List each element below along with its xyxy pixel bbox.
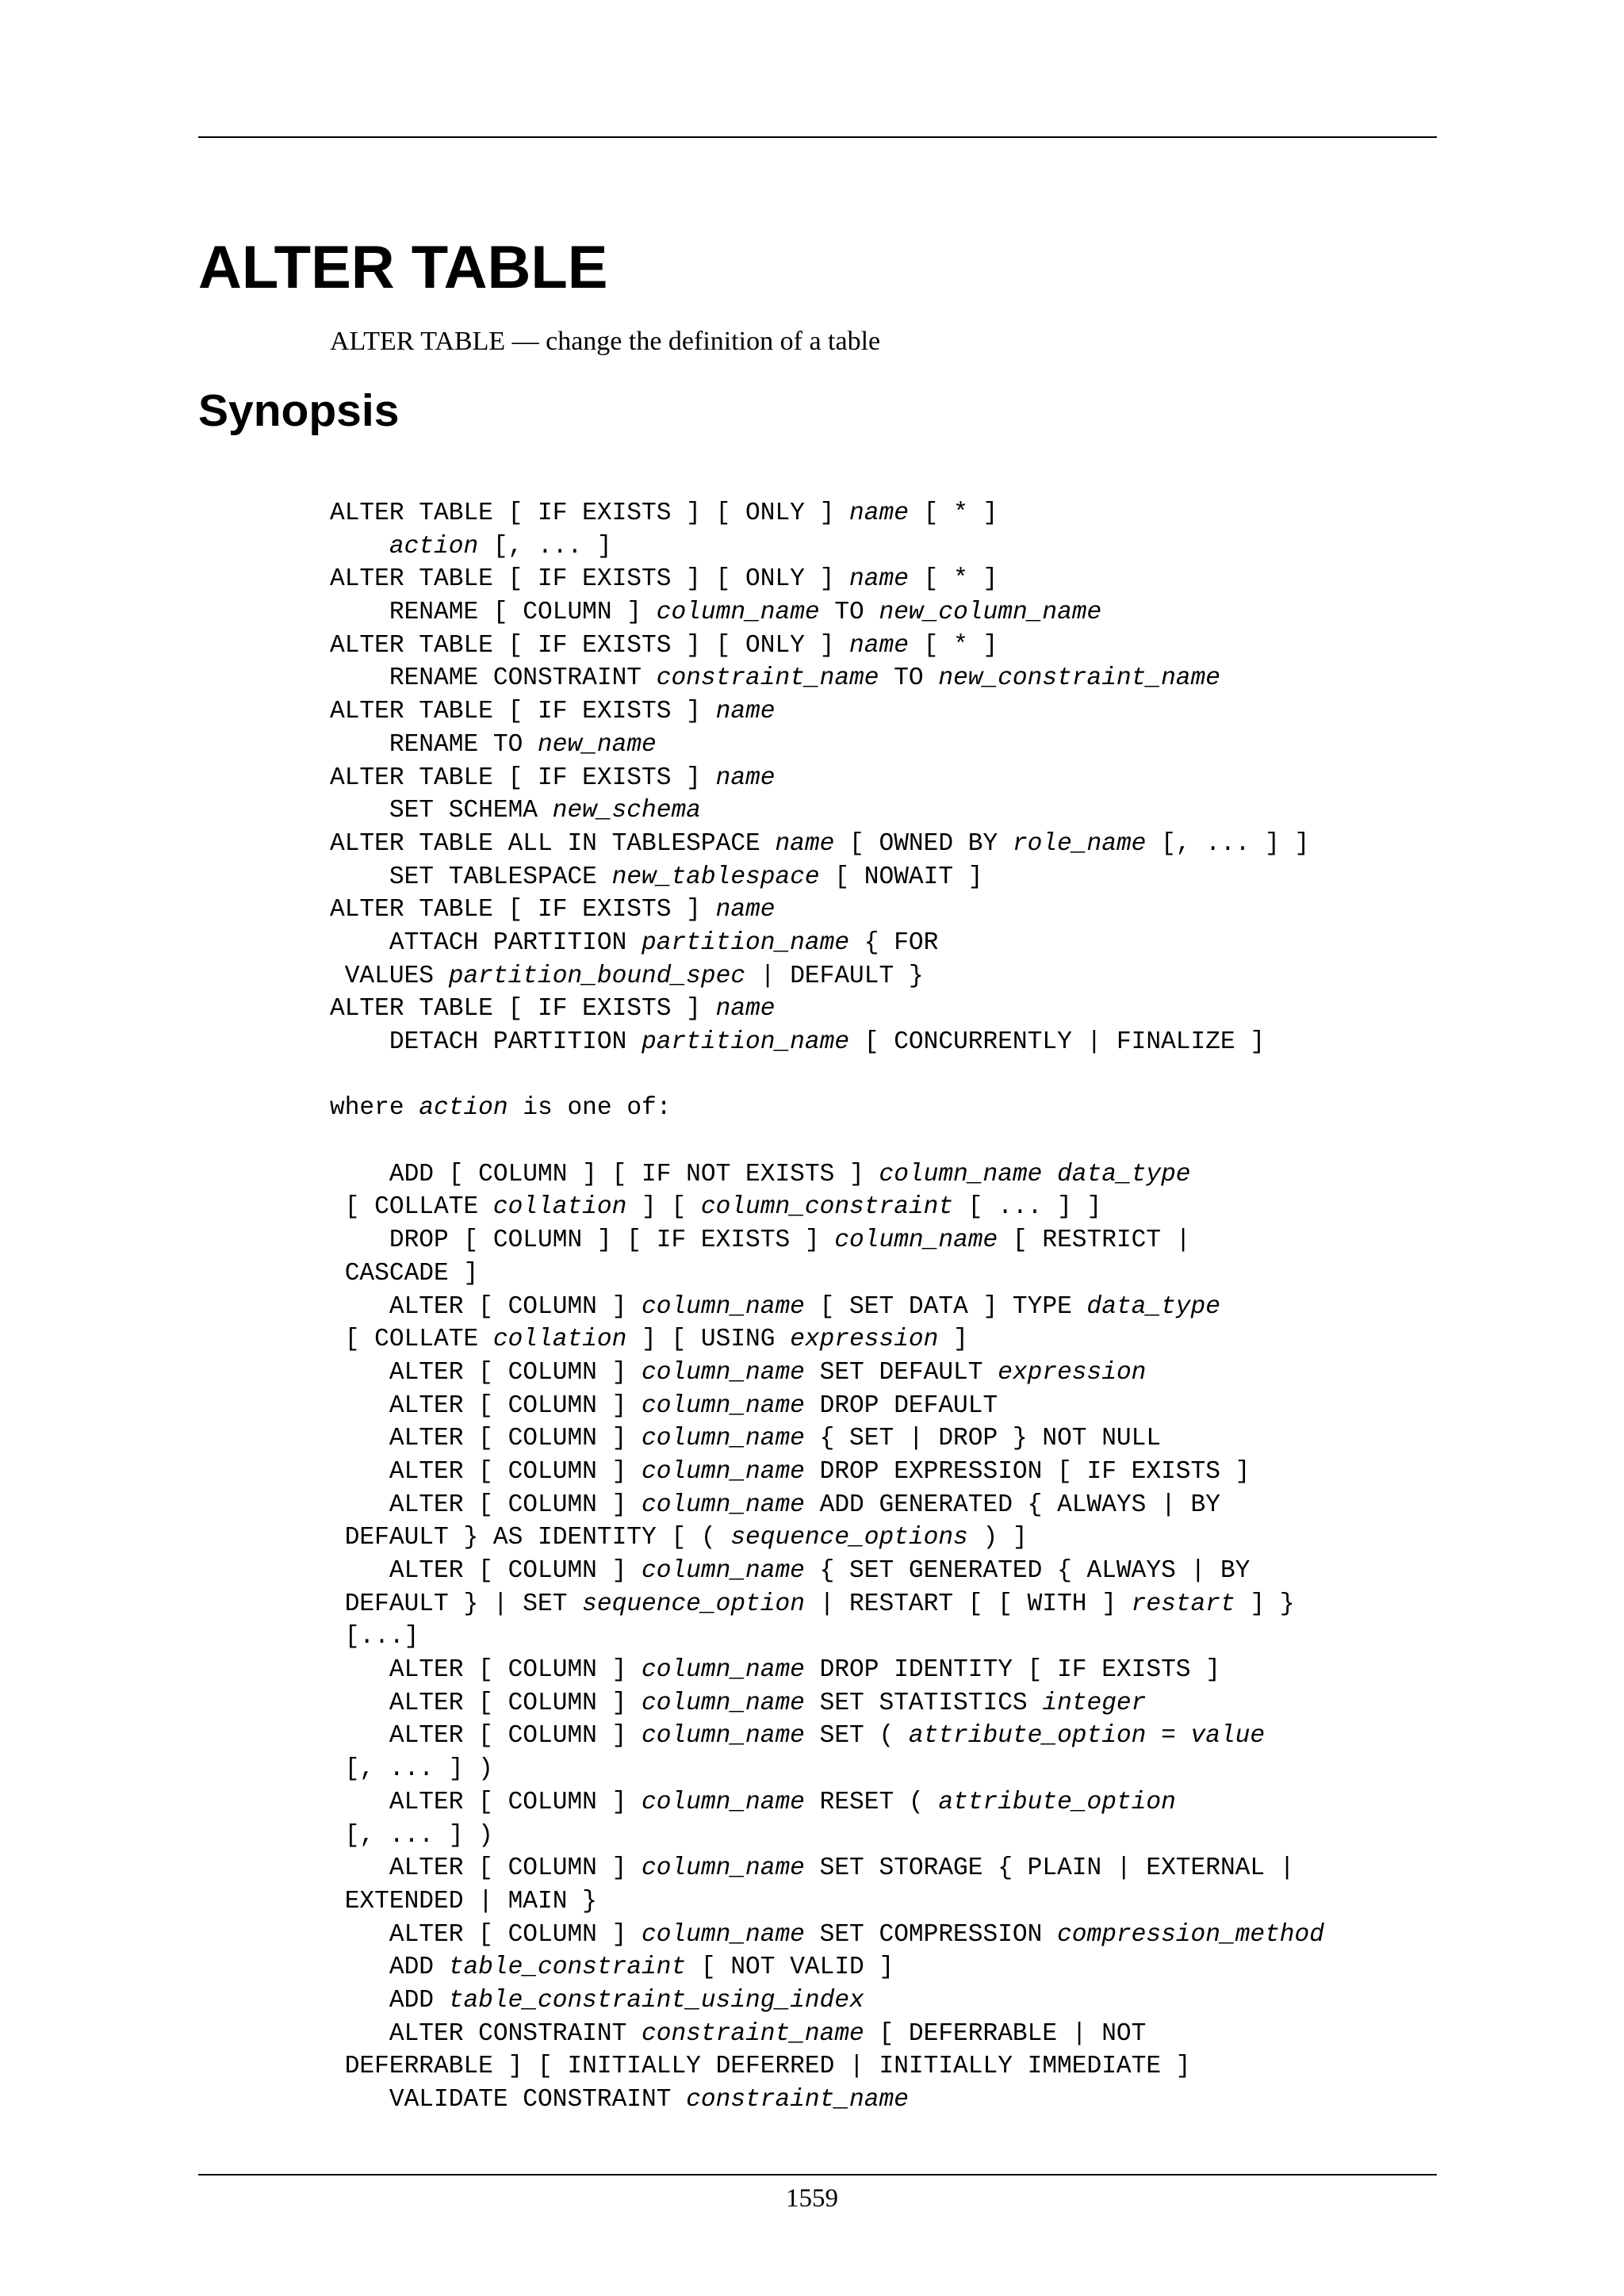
synopsis-line: [330, 1555, 1324, 1588]
synopsis-text: ] }: [1235, 1590, 1295, 1618]
synopsis-text: ALTER CONSTRAINT: [330, 2019, 642, 2048]
synopsis-placeholder: name: [849, 565, 909, 594]
synopsis-line: [330, 1092, 1324, 1125]
synopsis-placeholder: column_name: [642, 1391, 805, 1420]
synopsis-text: SET DEFAULT: [804, 1358, 998, 1387]
synopsis-placeholder: constraint_name: [686, 2086, 909, 2114]
synopsis-text: ALTER [ COLUMN ]: [330, 1920, 642, 1949]
synopsis-line: [330, 1919, 1324, 1952]
synopsis-text: ADD GENERATED { ALWAYS | BY: [804, 1490, 1220, 1519]
synopsis-line: [330, 1984, 1324, 2018]
synopsis-text: [ * ]: [908, 499, 998, 527]
synopsis-placeholder: role_name: [1012, 829, 1147, 858]
synopsis-text: [330, 533, 389, 561]
synopsis-placeholder: data_type: [1086, 1292, 1220, 1321]
synopsis-line: [330, 729, 1324, 762]
synopsis-text: ALTER TABLE [ IF EXISTS ] [ ONLY ]: [330, 499, 850, 527]
synopsis-text: [, ... ] ): [330, 1821, 493, 1850]
synopsis-text: TO: [819, 599, 879, 627]
synopsis-placeholder: action: [419, 1094, 508, 1123]
synopsis-placeholder: column_name: [642, 1292, 805, 1321]
synopsis-line: [330, 993, 1324, 1026]
synopsis-line: [330, 762, 1324, 795]
synopsis-line: [330, 960, 1324, 993]
synopsis-line: [330, 1720, 1324, 1753]
synopsis-text: ALTER [ COLUMN ]: [330, 1854, 642, 1883]
synopsis-text: ALTER [ COLUMN ]: [330, 1425, 642, 1453]
synopsis-placeholder: name: [849, 631, 909, 660]
synopsis-text: SET SCHEMA: [330, 797, 553, 825]
synopsis-placeholder: constraint_name: [642, 2019, 864, 2048]
synopsis-text: [ COLLATE: [330, 1326, 493, 1354]
synopsis-line: [330, 1059, 1324, 1093]
synopsis-text: DROP DEFAULT: [804, 1391, 998, 1420]
synopsis-text: ) ]: [967, 1524, 1028, 1552]
synopsis-text: [ RESTRICT |: [998, 1226, 1191, 1255]
synopsis-line: [330, 1820, 1324, 1853]
synopsis-line: [330, 2084, 1324, 2117]
synopsis-line: [330, 894, 1324, 927]
synopsis-text: [ NOT VALID ]: [686, 1954, 894, 1982]
synopsis-line: [330, 927, 1324, 960]
synopsis-text: DROP [ COLUMN ] [ IF EXISTS ]: [330, 1226, 835, 1255]
synopsis-text: ALTER [ COLUMN ]: [330, 1490, 642, 1519]
synopsis-line: [330, 2018, 1324, 2051]
synopsis-line: [330, 1125, 1324, 1158]
synopsis-placeholder: column_name: [642, 1490, 805, 1519]
synopsis-line: [330, 828, 1324, 861]
synopsis-text: DEFAULT } | SET: [330, 1590, 583, 1618]
synopsis-text: is one of:: [508, 1094, 672, 1123]
synopsis-text: SET (: [804, 1722, 909, 1751]
section-heading-synopsis: Synopsis: [198, 385, 400, 436]
synopsis-text: ALTER [ COLUMN ]: [330, 1557, 642, 1585]
refpurpose: ALTER TABLE — change the definition of a table: [330, 327, 881, 356]
synopsis-text: ALTER [ COLUMN ]: [330, 1391, 642, 1420]
synopsis-placeholder: column_name: [642, 1457, 805, 1486]
synopsis-text: { FOR: [849, 928, 939, 957]
synopsis-text: where: [330, 1094, 419, 1123]
synopsis-text: [ * ]: [908, 631, 998, 660]
synopsis-text: ADD: [330, 1986, 449, 2015]
synopsis-text: RENAME [ COLUMN ]: [330, 599, 657, 627]
synopsis-text: ALTER [ COLUMN ]: [330, 1788, 642, 1816]
synopsis-line: [330, 1885, 1324, 1919]
synopsis-text: [...]: [330, 1623, 419, 1651]
synopsis-placeholder: column_name: [656, 599, 820, 627]
synopsis-text: [ CONCURRENTLY | FINALIZE ]: [849, 1028, 1266, 1056]
synopsis-line: [330, 695, 1324, 729]
synopsis-text: RENAME CONSTRAINT: [330, 664, 657, 693]
synopsis-placeholder: attribute_option: [908, 1722, 1147, 1751]
synopsis-text: SET TABLESPACE: [330, 863, 612, 891]
synopsis-placeholder: table_constraint: [448, 1954, 687, 1982]
synopsis-placeholder: integer: [1042, 1689, 1147, 1717]
synopsis-line: [330, 794, 1324, 828]
synopsis-text: ] [: [626, 1193, 701, 1222]
synopsis-text: EXTENDED | MAIN }: [330, 1887, 597, 1915]
synopsis-text: | RESTART [ [ WITH ]: [804, 1590, 1132, 1618]
synopsis-placeholder: data_type: [1057, 1160, 1191, 1188]
synopsis-text: | DEFAULT }: [745, 962, 924, 990]
synopsis-placeholder: partition_name: [642, 928, 850, 957]
synopsis-line: [330, 1158, 1324, 1192]
synopsis-placeholder: name: [715, 896, 776, 924]
synopsis-text: [ OWNED BY: [834, 829, 1013, 858]
synopsis-text: DROP EXPRESSION [ IF EXISTS ]: [804, 1457, 1251, 1486]
synopsis-text: ALTER TABLE [ IF EXISTS ]: [330, 995, 716, 1024]
synopsis-text: ATTACH PARTITION: [330, 928, 642, 957]
synopsis-text: SET STATISTICS: [804, 1689, 1043, 1717]
synopsis-placeholder: column_name: [642, 1358, 805, 1387]
synopsis-text: =: [1146, 1722, 1191, 1751]
synopsis-placeholder: partition_name: [642, 1028, 850, 1056]
synopsis-line: [330, 1588, 1324, 1621]
synopsis-line: [330, 662, 1324, 695]
synopsis-line: [330, 1786, 1324, 1820]
synopsis-text: [ NOWAIT ]: [819, 863, 983, 891]
synopsis-placeholder: constraint_name: [656, 664, 879, 693]
synopsis-text: ALTER TABLE ALL IN TABLESPACE: [330, 829, 776, 858]
synopsis-text: SET COMPRESSION: [804, 1920, 1058, 1949]
synopsis-placeholder: sequence_option: [582, 1590, 805, 1618]
synopsis-placeholder: new_column_name: [879, 599, 1102, 627]
synopsis-line: [330, 1852, 1324, 1885]
synopsis-text: ALTER [ COLUMN ]: [330, 1292, 642, 1321]
synopsis-text: ADD [ COLUMN ] [ IF NOT EXISTS ]: [330, 1160, 879, 1188]
synopsis-line: [330, 1687, 1324, 1720]
synopsis-placeholder: table_constraint_using_index: [448, 1986, 864, 2015]
synopsis-text: CASCADE ]: [330, 1259, 479, 1288]
synopsis-placeholder: collation: [492, 1326, 627, 1354]
synopsis-text: ALTER TABLE [ IF EXISTS ]: [330, 698, 716, 726]
synopsis-text: SET STORAGE { PLAIN | EXTERNAL |: [804, 1854, 1295, 1883]
synopsis-line: [330, 1753, 1324, 1786]
synopsis-placeholder: attribute_option: [938, 1788, 1176, 1816]
synopsis-line: [330, 1191, 1324, 1224]
synopsis-text: ALTER [ COLUMN ]: [330, 1656, 642, 1685]
synopsis-line: [330, 1489, 1324, 1522]
synopsis-text: ] [ USING: [626, 1326, 791, 1354]
synopsis-line: [330, 1621, 1324, 1654]
synopsis-text: [ ... ] ]: [953, 1193, 1102, 1222]
synopsis-placeholder: expression: [998, 1358, 1147, 1387]
synopsis-placeholder: value: [1190, 1722, 1266, 1751]
synopsis-line: [330, 1422, 1324, 1456]
synopsis-line: [330, 1323, 1324, 1357]
synopsis-text: DROP IDENTITY [ IF EXISTS ]: [804, 1656, 1220, 1685]
synopsis-placeholder: name: [775, 829, 835, 858]
synopsis-line: [330, 497, 1324, 530]
synopsis-placeholder: new_constraint_name: [938, 664, 1220, 693]
synopsis-placeholder: column_name: [642, 1656, 805, 1685]
synopsis-placeholder: name: [715, 995, 776, 1024]
synopsis-line: [330, 2050, 1324, 2084]
synopsis-text: ADD: [330, 1954, 449, 1982]
synopsis-placeholder: column_name: [879, 1160, 1043, 1188]
synopsis-placeholder: partition_bound_spec: [448, 962, 746, 990]
synopsis-placeholder: name: [849, 499, 909, 527]
synopsis-placeholder: column_name: [642, 1722, 805, 1751]
synopsis-text: ALTER [ COLUMN ]: [330, 1722, 642, 1751]
synopsis-placeholder: sequence_options: [730, 1524, 968, 1552]
synopsis-placeholder: column_constraint: [700, 1193, 954, 1222]
footer-rule: [198, 2174, 1437, 2175]
synopsis-text: { SET GENERATED { ALWAYS | BY: [804, 1557, 1251, 1585]
synopsis-line: [330, 861, 1324, 894]
synopsis-line: [330, 1951, 1324, 1984]
synopsis-text: [, ... ] ): [330, 1755, 493, 1784]
synopsis-line: [330, 596, 1324, 629]
synopsis-text: ALTER [ COLUMN ]: [330, 1689, 642, 1717]
synopsis-placeholder: column_name: [642, 1425, 805, 1453]
synopsis-line: [330, 1224, 1324, 1257]
synopsis-placeholder: restart: [1131, 1590, 1235, 1618]
synopsis-text: [1042, 1161, 1057, 1188]
header-rule: [198, 136, 1437, 138]
synopsis-line: [330, 1390, 1324, 1423]
synopsis-text: [, ... ] ]: [1146, 829, 1310, 858]
synopsis-placeholder: column_name: [642, 1854, 805, 1883]
synopsis-line: [330, 1521, 1324, 1555]
synopsis-code-block: [330, 497, 1324, 2117]
synopsis-text: [ DEFERRABLE | NOT: [864, 2019, 1147, 2048]
synopsis-placeholder: new_tablespace: [611, 863, 820, 891]
synopsis-text: RESET (: [804, 1788, 939, 1816]
synopsis-text: [ COLLATE: [330, 1193, 493, 1222]
synopsis-placeholder: column_name: [642, 1788, 805, 1816]
synopsis-line: [330, 1026, 1324, 1059]
synopsis-placeholder: new_schema: [552, 797, 701, 825]
page-number: 1559: [786, 2184, 838, 2213]
synopsis-text: [ * ]: [908, 565, 998, 594]
synopsis-text: DETACH PARTITION: [330, 1028, 642, 1056]
synopsis-text: ALTER TABLE [ IF EXISTS ] [ ONLY ]: [330, 631, 850, 660]
synopsis-line: [330, 1654, 1324, 1687]
synopsis-line: [330, 530, 1324, 564]
synopsis-text: ALTER TABLE [ IF EXISTS ]: [330, 896, 716, 924]
synopsis-placeholder: name: [715, 698, 776, 726]
synopsis-line: [330, 563, 1324, 596]
synopsis-text: VALIDATE CONSTRAINT: [330, 2086, 687, 2114]
synopsis-text: [, ... ]: [478, 532, 612, 561]
synopsis-placeholder: new_name: [538, 730, 657, 759]
synopsis-text: ALTER [ COLUMN ]: [330, 1358, 642, 1387]
synopsis-placeholder: compression_method: [1057, 1920, 1324, 1949]
synopsis-placeholder: column_name: [642, 1689, 805, 1717]
synopsis-placeholder: collation: [492, 1193, 627, 1222]
synopsis-text: [ SET DATA ] TYPE: [804, 1292, 1087, 1321]
synopsis-placeholder: column_name: [834, 1226, 998, 1255]
synopsis-text: { SET | DROP } NOT NULL: [804, 1425, 1162, 1453]
synopsis-line: [330, 1456, 1324, 1489]
synopsis-placeholder: expression: [790, 1326, 939, 1354]
synopsis-line: [330, 1357, 1324, 1390]
synopsis-placeholder: name: [715, 763, 776, 792]
synopsis-line: [330, 1257, 1324, 1291]
page-title: ALTER TABLE: [198, 234, 608, 301]
synopsis-line: [330, 629, 1324, 663]
synopsis-text: TO: [879, 664, 939, 693]
synopsis-text: ALTER [ COLUMN ]: [330, 1457, 642, 1486]
synopsis-placeholder: action: [389, 532, 479, 561]
synopsis-text: RENAME TO: [330, 730, 538, 759]
synopsis-text: ALTER TABLE [ IF EXISTS ]: [330, 763, 716, 792]
synopsis-text: ]: [938, 1326, 968, 1354]
synopsis-text: VALUES: [330, 962, 449, 990]
synopsis-line: [330, 1291, 1324, 1324]
synopsis-text: DEFAULT } AS IDENTITY [ (: [330, 1524, 731, 1552]
synopsis-text: DEFERRABLE ] [ INITIALLY DEFERRED | INITIALLY IMMEDIATE ]: [330, 2053, 1191, 2081]
synopsis-placeholder: column_name: [642, 1920, 805, 1949]
synopsis-text: ALTER TABLE [ IF EXISTS ] [ ONLY ]: [330, 565, 850, 594]
synopsis-placeholder: column_name: [642, 1557, 805, 1585]
